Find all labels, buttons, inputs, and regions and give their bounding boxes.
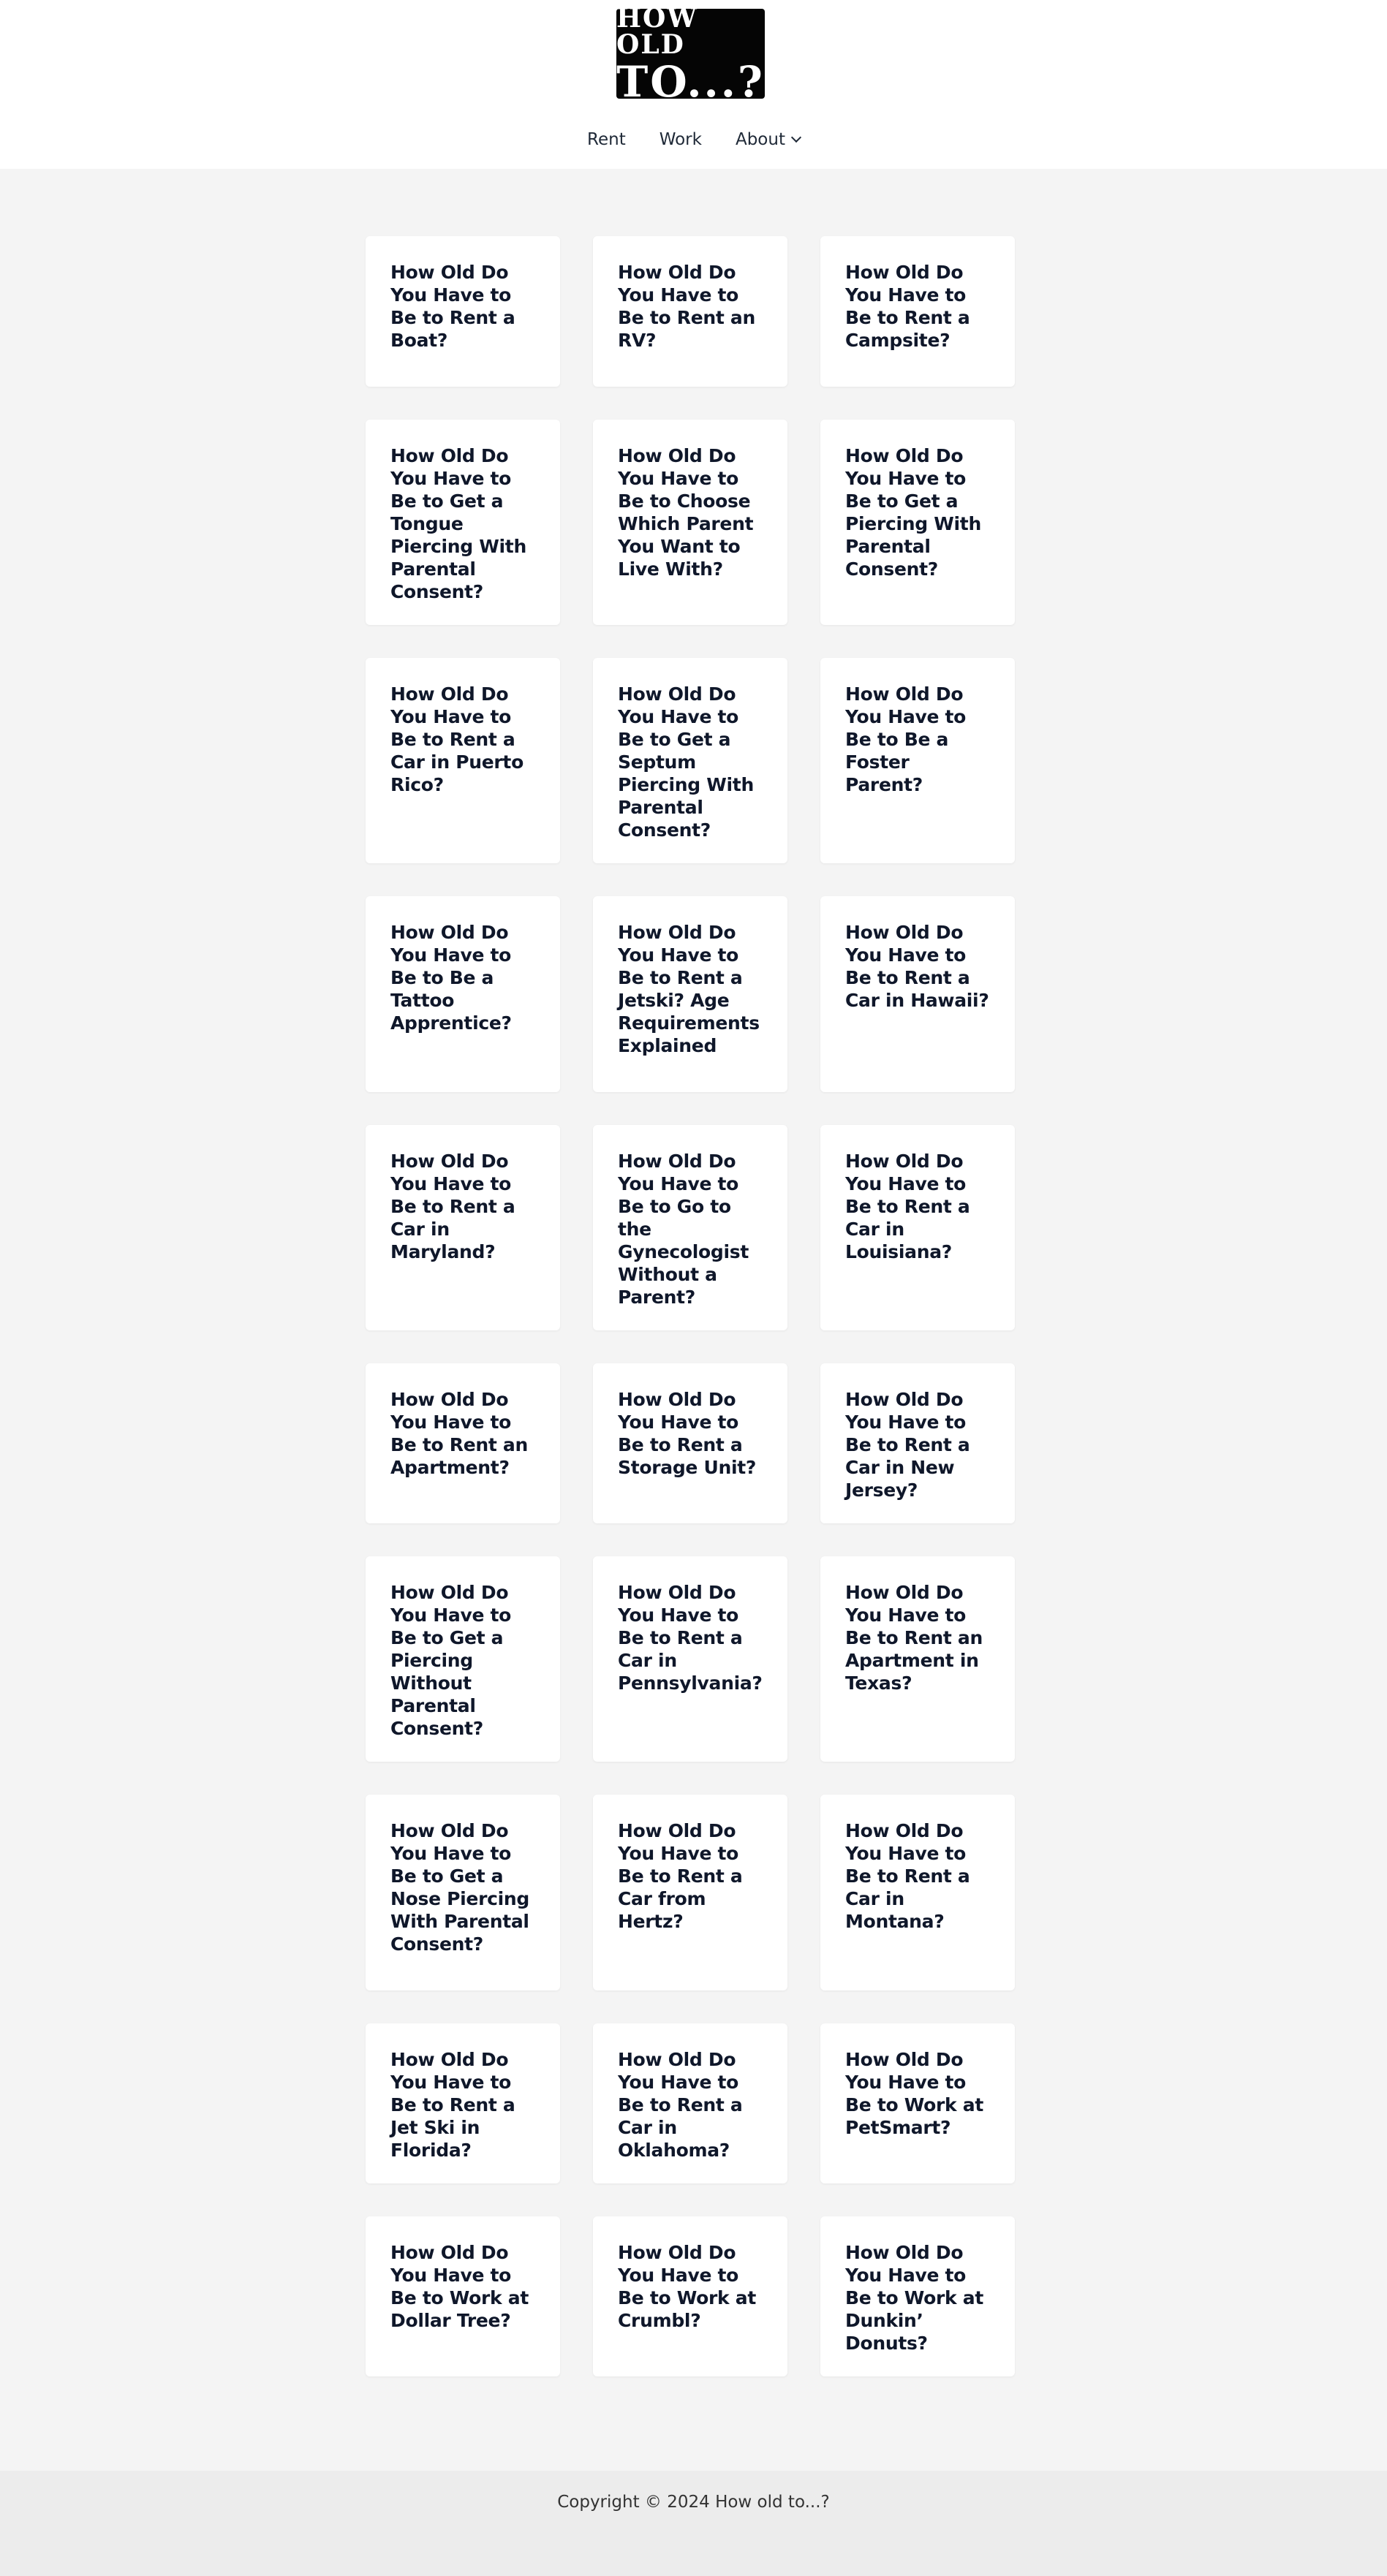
post-title-link[interactable]: How Old Do You Have to Be to Rent a Car in Oklahoma? xyxy=(618,2049,743,2161)
post-card xyxy=(820,2023,1015,2183)
post-title-link[interactable]: How Old Do You Have to Be to Rent a Campsite? xyxy=(845,262,970,351)
post-title-link[interactable]: How Old Do You Have to Be to Rent a Car in Maryland? xyxy=(390,1151,515,1262)
post-title-link[interactable]: How Old Do You Have to Be to Rent a Car from Hertz? xyxy=(618,1820,743,1932)
logo-line-1: HOW OLD xyxy=(616,2,698,60)
post-card xyxy=(366,1363,560,1523)
post-card xyxy=(366,1795,560,1990)
post-card xyxy=(366,2216,560,2376)
post-title-link[interactable]: How Old Do You Have to Be to Work at Dollar Tree? xyxy=(390,2242,529,2331)
chevron-down-icon[interactable] xyxy=(791,132,801,143)
post-card xyxy=(593,1363,787,1523)
post-title-link[interactable]: How Old Do You Have to Be to Work at Dunkin’ Donuts? xyxy=(845,2242,983,2354)
post-card xyxy=(366,1556,560,1762)
post-card xyxy=(593,1556,787,1762)
post-title-link[interactable]: How Old Do You Have to Be to Rent an Apartment in Texas? xyxy=(845,1582,983,1694)
post-title-link[interactable]: How Old Do You Have to Be to Choose Which Parent You Want to Live With? xyxy=(618,445,754,580)
post-title-link[interactable]: How Old Do You Have to Be to Rent a Jetski? Age Requirements Explained xyxy=(618,922,760,1056)
post-title-link[interactable]: How Old Do You Have to Be to Rent a Car in Louisiana? xyxy=(845,1151,970,1262)
post-card xyxy=(820,1556,1015,1762)
post-card xyxy=(820,236,1015,387)
post-card xyxy=(593,236,787,387)
post-card xyxy=(593,1125,787,1330)
post-title-link[interactable]: How Old Do You Have to Be to Rent a Car in Hawaii? xyxy=(845,922,989,1011)
post-title-link[interactable]: How Old Do You Have to Be to Rent a Boat? xyxy=(390,262,515,351)
post-title-link[interactable]: How Old Do You Have to Be to Work at Crumbl? xyxy=(618,2242,756,2331)
post-title-link[interactable]: How Old Do You Have to Be to Get a Piercing With Parental Consent? xyxy=(845,445,981,580)
post-card xyxy=(820,658,1015,863)
post-card xyxy=(593,658,787,863)
post-title-link[interactable]: How Old Do You Have to Be to Rent an RV? xyxy=(618,262,755,351)
post-card xyxy=(366,236,560,387)
post-grid xyxy=(366,236,1015,2376)
post-title-link[interactable]: How Old Do You Have to Be to Be a Tattoo Apprentice? xyxy=(390,922,512,1034)
post-card xyxy=(593,1795,787,1990)
post-card xyxy=(366,658,560,863)
post-listing xyxy=(0,169,1387,2471)
main-nav xyxy=(0,130,1387,149)
post-title-link[interactable]: How Old Do You Have to Be to Rent a Car in Pennsylvania? xyxy=(618,1582,763,1694)
post-card xyxy=(820,2216,1015,2376)
post-title-link[interactable]: How Old Do You Have to Be to Rent an Apartment? xyxy=(390,1389,528,1478)
post-title-link[interactable]: How Old Do You Have to Be to Rent a Car in Montana? xyxy=(845,1820,970,1932)
logo-line-2: TO...? xyxy=(616,56,765,107)
post-card xyxy=(820,1795,1015,1990)
post-card xyxy=(593,896,787,1092)
copyright-text: Copyright © 2024 How old to...? xyxy=(557,2493,830,2512)
post-card xyxy=(366,896,560,1092)
nav-work[interactable]: Work xyxy=(659,130,702,149)
post-card xyxy=(593,2216,787,2376)
site-footer xyxy=(0,2471,1387,2576)
nav-about[interactable] xyxy=(736,130,800,149)
post-card xyxy=(366,2023,560,2183)
post-card xyxy=(593,420,787,625)
post-title-link[interactable]: How Old Do You Have to Be to Work at PetSmart? xyxy=(845,2049,983,2138)
post-card xyxy=(593,2023,787,2183)
post-title-link[interactable]: How Old Do You Have to Be to Get a Nose Piercing With Parental Consent? xyxy=(390,1820,529,1955)
post-title-link[interactable]: How Old Do You Have to Be to Go to the Gynecologist Without a Parent? xyxy=(618,1151,749,1308)
post-card xyxy=(366,420,560,625)
nav-rent[interactable]: Rent xyxy=(587,130,626,149)
post-title-link[interactable]: How Old Do You Have to Be to Rent a Car in Puerto Rico? xyxy=(390,683,524,795)
post-title-link[interactable]: How Old Do You Have to Be to Rent a Storage Unit? xyxy=(618,1389,757,1478)
post-title-link[interactable]: How Old Do You Have to Be to Rent a Jet Ski in Florida? xyxy=(390,2049,515,2161)
nav-about-label: About xyxy=(735,130,785,149)
post-card xyxy=(820,1125,1015,1330)
site-logo[interactable] xyxy=(616,2,765,107)
post-title-link[interactable]: How Old Do You Have to Be to Get a Septum Piercing With Parental Consent? xyxy=(618,683,754,841)
post-title-link[interactable]: How Old Do You Have to Be to Get a Piercing Without Parental Consent? xyxy=(390,1582,512,1739)
post-title-link[interactable]: How Old Do You Have to Be to Rent a Car in New Jersey? xyxy=(845,1389,970,1501)
post-title-link[interactable]: How Old Do You Have to Be to Get a Tongue Piercing With Parental Consent? xyxy=(390,445,526,602)
post-card xyxy=(820,1363,1015,1523)
post-card xyxy=(366,1125,560,1330)
post-card xyxy=(820,896,1015,1092)
post-card xyxy=(820,420,1015,625)
site-header xyxy=(0,0,1387,169)
post-title-link[interactable]: How Old Do You Have to Be to Be a Foster Parent? xyxy=(845,683,967,795)
